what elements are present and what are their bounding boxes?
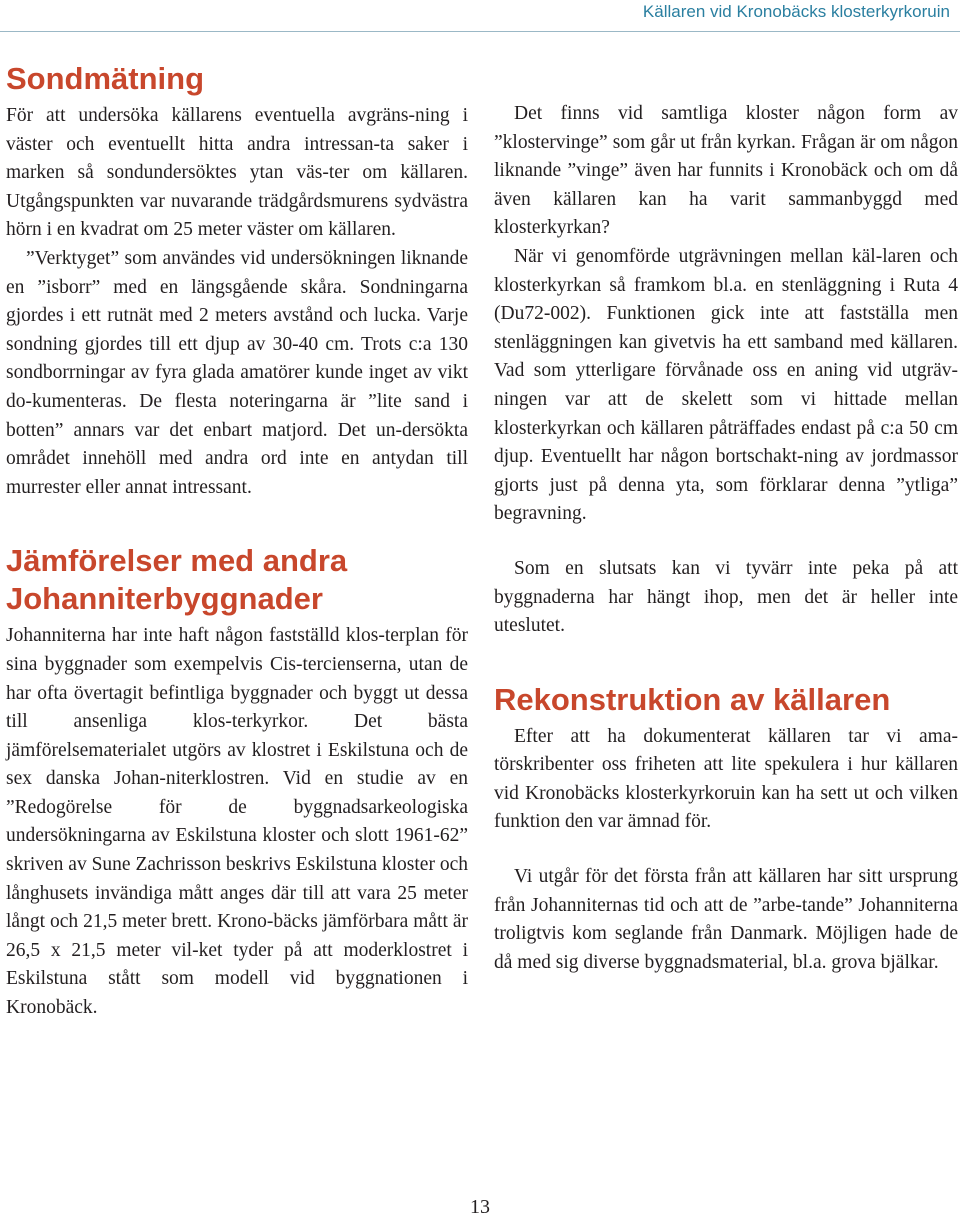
running-title: Källaren vid Kronobäcks klosterkyrkoruin (642, 2, 950, 21)
heading-jamforelser: Jämförelser med andra Johanniterbyggnader (6, 543, 348, 617)
paragraph: Efter att ha dokumenterat källaren tar vi ama-törskribenter oss friheten att lite spekulera i hur källaren vid Kronobäcks klosterkyrkoruin kan ha sett ut och vilken funktion den var ämnad för. (494, 725, 958, 833)
paragraph: ”Verktyget” som användes vid undersökningen liknande en ”isborr” med en längsgående skåra. Sondningarna gjordes i ett rutnät med 2 meters avstånd och lucka. Varje sondning gjordes till ett djup av 30-40 cm. Trots c:a 130 sondborrningar av fyra glada amatörer kunde inget av vikt do-kumenteras. De flesta noteringarna är ”lite sand i botten” annars var det enbart matjord. Det un-dersökta området innehöll med andra ord inte en antydan till murrester eller annat intressant. (6, 247, 468, 498)
heading-sondmatning: Sondmätning (6, 61, 205, 96)
right-column (494, 100, 958, 977)
header-rule (0, 31, 960, 32)
paragraph: Som en slutsats kan vi tyvärr inte peka på att byggnaderna har hängt ihop, men det är heller inte uteslutet. (494, 557, 958, 637)
page-number: 13 (470, 1196, 490, 1218)
paragraph: För att undersöka källarens eventuella avgräns-ning i väster och eventuellt hitta andra intressan-ta saker i marken så sondundersöktes ytan väs-ter om källaren. Utgångspunkten var nuvarande trädgårdsmurens sydvästra hörn i en kvadrat om 25 meter väster om källaren. (6, 105, 468, 241)
paragraph: När vi genomförde utgrävningen mellan käl-laren och klosterkyrkan så framkom bl.a. en stenläggning i Ruta 4 (Du72-002). Funktionen gick inte att fastställa men stenläggningen kan givetvis ha ett samband med källaren. Vad som ytterligare förvånade oss en aning vid utgräv-ningen var att de skelett som vi hittade mellan klosterkyrkan och källaren påträffades endast på c:a 50 cm djup. Eventuellt har någon bortschakt-ning av jordmassor gjorts just på denna yta, som förklarar denna ”ytliga” begravning. (494, 245, 958, 525)
heading-rekonstruktion: Rekonstruktion av källaren (494, 681, 891, 717)
paragraph: Det finns vid samtliga kloster någon form av ”klostervinge” som går ut från kyrkan. Frågan är om någon liknande ”vinge” även har funnits i Kronobäck och om då även källaren kan ha varit sammanbyggd med klosterkyrkan? (494, 103, 958, 239)
left-column (6, 60, 468, 1023)
paragraph: Vi utgår för det första från att källaren har sitt ursprung från Johanniternas tid och att de ”arbe-tande” Johanniterna troligtvis kom seglande från Danmark. Möjligen hade de då med sig diverse byggnadsmaterial, bl.a. grova bjälkar. (494, 866, 958, 973)
paragraph: Johanniterna har inte haft någon fastställd klos-terplan för sina byggnader som exempelvis Cis-tercienserna, utan de har ofta övertagit befintliga byggnader och byggt ut dessa till ansenliga klos-terkyrkor. Det bästa jämförelsematerialet utgörs av klostret i Eskilstuna och de sex danska Johan-niterklostren. Vid en studie av en ”Redogörelse för de byggnadsarkeologiska undersökningarna av Eskilstuna kloster och slott 1961-62” skriven av Sune Zachrisson beskrivs Eskilstuna kloster och långhusets invändiga mått anges där till att vara 25 meter långt och 21,5 meter brett. Krono-bäcks jämförbara mått är 26,5 x 21,5 meter vil-ket tyder på att moderklostret i Eskilstuna stått som modell vid byggnationen i Kronobäck. (6, 625, 468, 1019)
